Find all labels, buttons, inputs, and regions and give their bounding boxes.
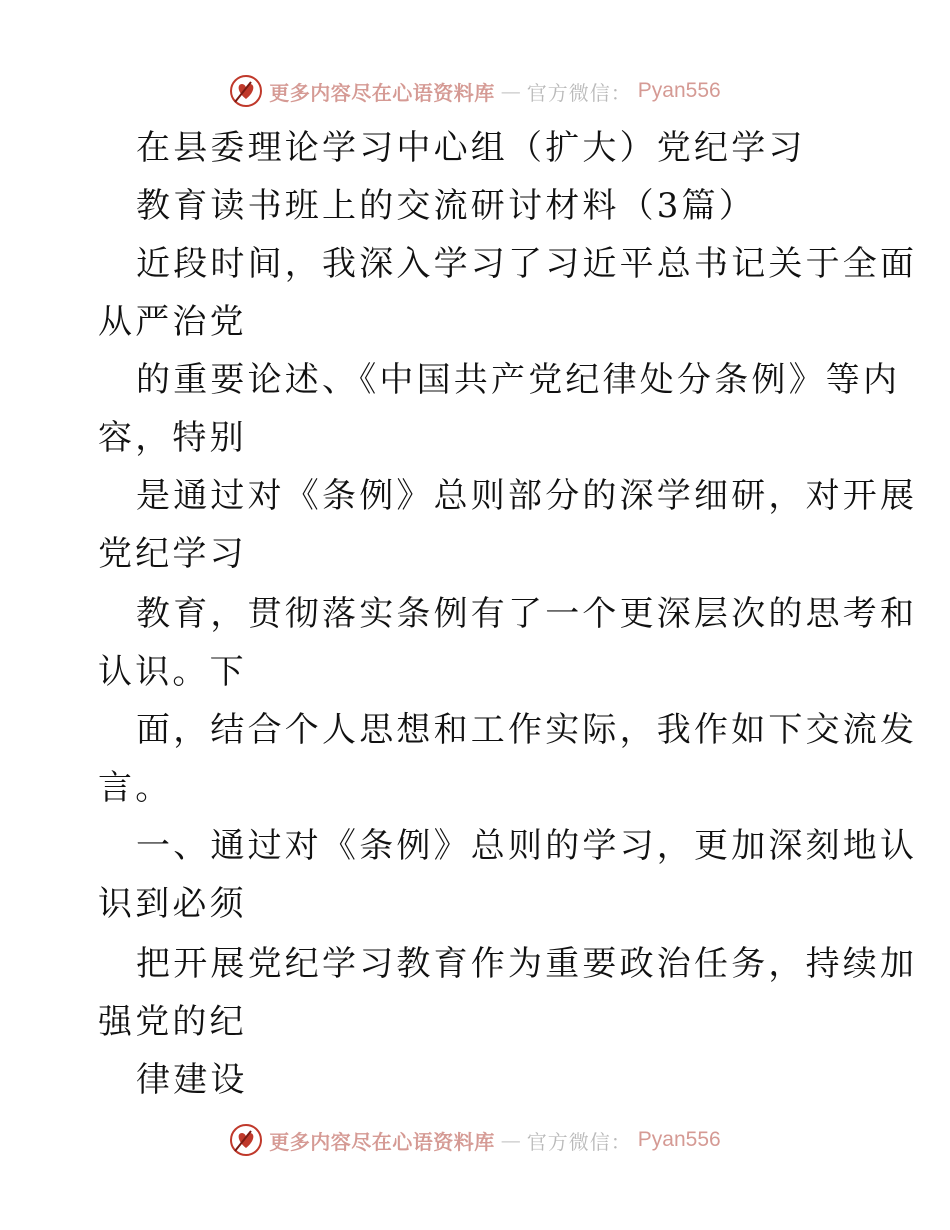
paragraph-line: 从严治党 [98,302,247,342]
title-line-1: 在县委理论学习中心组（扩大）党纪学习 [136,128,806,168]
watermark-separator: — [500,1128,521,1152]
watermark-separator: — [500,79,521,103]
heart-pen-logo-icon [229,74,263,108]
watermark-wechat-label: 官方微信： [526,1129,632,1154]
paragraph-line: 面，结合个人思想和工作实际，我作如下交流发 [136,710,918,750]
watermark-wechat-label: 官方微信： [526,80,632,105]
paragraph-line: 律建设 [136,1060,248,1100]
paragraph-line: 认识。下 [98,652,247,692]
paragraph-line: 一、通过对《条例》总则的学习，更加深刻地认 [136,826,918,866]
watermark-wechat-id: Pyan556 [637,1128,721,1151]
heart-pen-logo-icon [229,1123,263,1157]
paragraph-line: 是通过对《条例》总则部分的深学细研，对开展 [136,476,918,516]
watermark-text: 更多内容尽在心语资料库 [269,1129,495,1154]
watermark-text: 更多内容尽在心语资料库 [269,80,495,105]
watermark-header [0,71,950,111]
watermark-wechat-id: Pyan556 [637,79,721,102]
paragraph-line: 把开展党纪学习教育作为重要政治任务，持续加 [136,944,918,984]
paragraph-line: 教育，贯彻落实条例有了一个更深层次的思考和 [136,594,918,634]
paragraph-line: 识到必须 [98,884,247,924]
watermark-footer [0,1120,950,1160]
paragraph-line: 党纪学习 [98,534,247,574]
paragraph-line: 强党的纪 [98,1002,247,1042]
paragraph-line: 言。 [98,768,173,808]
paragraph-line: 的重要论述、《中国共产党纪律处分条例》等内 [136,360,901,400]
paragraph-line: 近段时间，我深入学习了习近平总书记关于全面 [136,244,918,284]
paragraph-line: 容，特别 [98,418,247,458]
title-line-2: 教育读书班上的交流研讨材料（3篇） [136,186,757,226]
